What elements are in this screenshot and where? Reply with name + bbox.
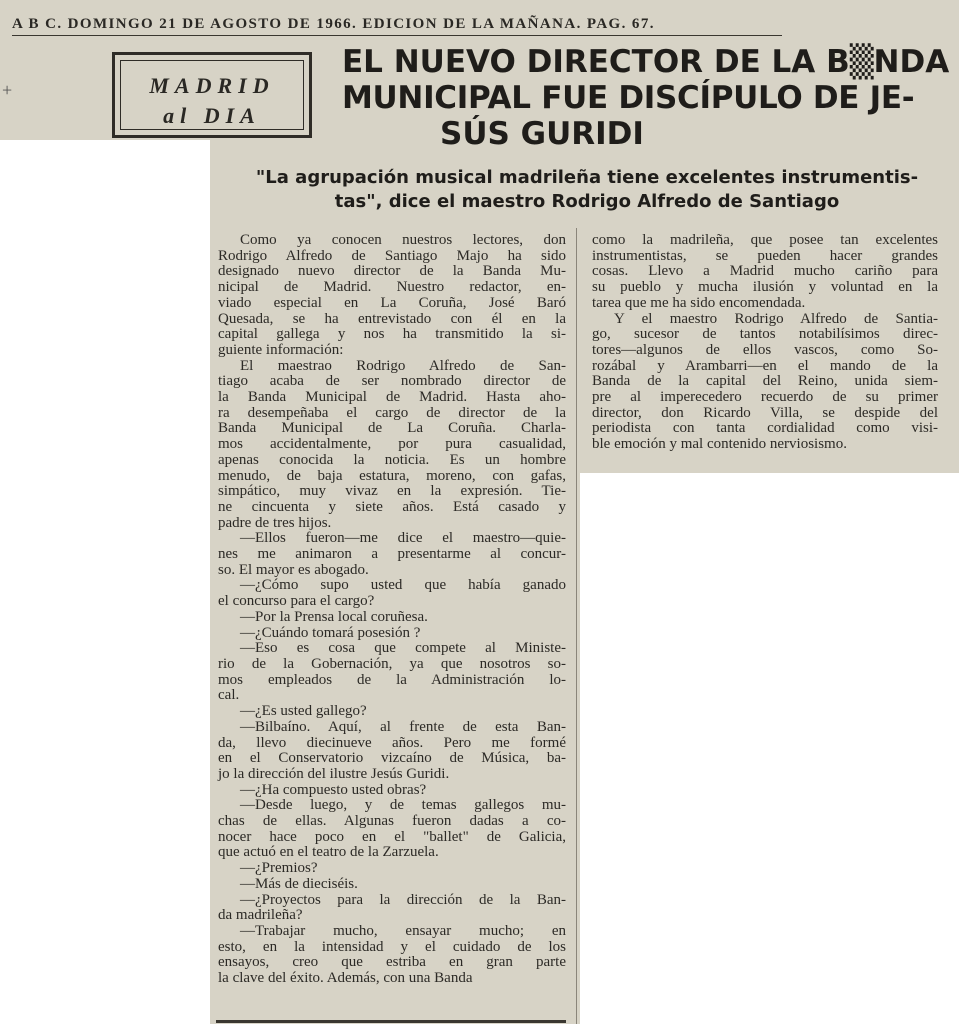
article-text-line: Quesada, se ha entrevistado con él en la bbox=[218, 310, 566, 327]
article-text-line: la Banda Municipal de Madrid. Hasta aho- bbox=[218, 389, 566, 406]
article-text-line: padre de tres hijos. bbox=[218, 514, 332, 531]
article-text-line: como la madrileña, que posee tan excelentes bbox=[592, 232, 938, 248]
article-text-line: nocer hace poco en el "ballet" de Galicia, bbox=[218, 828, 566, 845]
headline-line: SÚS GURIDI bbox=[440, 116, 644, 152]
article-column-2 bbox=[592, 233, 938, 453]
article-text-line: designado nuevo director de la Banda Mu- bbox=[218, 263, 566, 280]
article-text-line: en el Conservatorio vizcaíno de Música, ba- bbox=[218, 750, 566, 767]
subheadline bbox=[222, 166, 952, 214]
article-text-line: Como ya conocen nuestros lectores, don bbox=[240, 232, 566, 248]
article-text-line: Banda Municipal de La Coruña. Charla- bbox=[218, 420, 566, 437]
column-divider bbox=[576, 228, 577, 1024]
article-text-line: la clave del éxito. Además, con una Banda bbox=[218, 970, 473, 987]
article-text-line: —¿Cómo supo usted que había ganado bbox=[240, 577, 566, 594]
article-text-line: instrumentistas, se pueden hacer grandes bbox=[592, 247, 938, 264]
article-column-1 bbox=[218, 233, 566, 987]
article-text-line: Y el maestro Rodrigo Alfredo de Santia- bbox=[614, 310, 938, 327]
section-label-inner-frame bbox=[120, 60, 304, 130]
subheadline-line: "La agrupación musical madrileña tiene excelentes instrumentis- bbox=[255, 167, 919, 188]
article-text-line: jo la dirección del ilustre Jesús Guridi. bbox=[218, 765, 450, 782]
article-text-line: —Eso es cosa que compete al Ministe- bbox=[240, 640, 566, 657]
article-text-line: —¿Proyectos para la dirección de la Ban- bbox=[240, 891, 566, 908]
article-text-line: pre al imperecedero recuerdo de su primer bbox=[592, 389, 938, 406]
article-text-line: tiago acaba de ser nombrado director de bbox=[218, 373, 566, 390]
article-text-line: nes me animaron a presentarme al concur- bbox=[218, 546, 566, 563]
article-text-line: el concurso para el cargo? bbox=[218, 593, 375, 610]
article-text-line: rozábal y Arambarri—en el mando de la bbox=[592, 357, 938, 374]
article-text-line: tores—algunos de ellos vascos, como So- bbox=[592, 341, 938, 358]
article-text-line: da, llevo diecinueve años. Pero me formé bbox=[218, 734, 566, 751]
article-text-line: nicipal de Madrid. Nuestro redactor, en- bbox=[218, 279, 566, 296]
article-text-line: capital gallega y nos ha transmitido la si- bbox=[218, 326, 566, 343]
section-label-line-1: MADRID bbox=[149, 73, 275, 98]
article-text-line: —Desde luego, y de temas gallegos mu- bbox=[240, 797, 566, 814]
article-text-line: —¿Premios? bbox=[240, 860, 318, 877]
article-text-line: chas de ellas. Algunas fueron dadas a co- bbox=[218, 813, 566, 830]
article-text-line: su pueblo y mucha ilusión y voluntad en la bbox=[592, 279, 938, 296]
article-text-line: —¿Ha compuesto usted obras? bbox=[240, 781, 427, 798]
article-text-line: tarea que me ha sido encomendada. bbox=[592, 294, 806, 311]
article-text-line: director, don Ricardo Villa, se despide del bbox=[592, 404, 938, 421]
article-text-line: mos accidentalmente, por pura casualidad, bbox=[218, 436, 566, 453]
bottom-rule bbox=[216, 1020, 566, 1023]
article-text-line: periodista con tanta cordialidad como visi- bbox=[592, 420, 938, 437]
article-text-line: —Más de dieciséis. bbox=[240, 875, 358, 892]
article-text-line: Banda de la capital del Reino, unida siem- bbox=[592, 373, 938, 390]
article-text-line: mos empleados de la Administración lo- bbox=[218, 671, 566, 688]
article-text-line: so. El mayor es abogado. bbox=[218, 561, 369, 578]
article-text-line: ensayos, creo que estriba en gran parte bbox=[218, 954, 566, 971]
article-text-line: —Trabajar mucho, ensayar mucho; en bbox=[240, 922, 566, 939]
headline-line: MUNICIPAL FUE DISCÍPULO DE JE- bbox=[342, 80, 915, 116]
section-label-line-2: al DIA bbox=[163, 103, 261, 128]
subheadline-line: tas", dice el maestro Rodrigo Alfredo de Santiago bbox=[334, 191, 840, 212]
article-text-line: ra desempeñaba el cargo de director de la bbox=[218, 404, 566, 421]
article-text-line: rio de la Gobernación, ya que nosotros so- bbox=[218, 655, 566, 672]
margin-pencil-mark: + bbox=[2, 80, 13, 100]
article-text-line: da madrileña? bbox=[218, 907, 303, 924]
article-text-line: —Ellos fueron—me dice el maestro—quie- bbox=[240, 530, 566, 547]
article-text-line: que actuó en el teatro de la Zarzuela. bbox=[218, 844, 439, 861]
article-text-line: —¿Cuándo tomará posesión ? bbox=[240, 624, 421, 641]
article-text-line: —Bilbaíno. Aquí, al frente de esta Ban- bbox=[240, 718, 566, 735]
article-text-line: guiente información: bbox=[218, 341, 344, 358]
article-text-line: ne cincuenta y siete años. Está casado y bbox=[218, 498, 566, 515]
article-text-line: apenas conocida la noticia. Es un hombre bbox=[218, 451, 566, 468]
article-text-line: —¿Es usted gallego? bbox=[240, 703, 367, 720]
headline-line: EL NUEVO DIRECTOR DE LA B▒NDA bbox=[342, 44, 950, 80]
article-text-line: go, sucesor de tantos notabilísimos direc- bbox=[592, 326, 938, 343]
article-text-line: Rodrigo Alfredo de Santiago Majo ha sido bbox=[218, 247, 566, 264]
article-text-line: menudo, de baja estatura, moreno, con gafas, bbox=[218, 467, 566, 484]
article-text-line: viado especial en La Coruña, José Baró bbox=[218, 294, 566, 311]
article-text-line: esto, en la intensidad y el cuidado de los bbox=[218, 938, 566, 955]
headline bbox=[342, 44, 950, 152]
section-label-box bbox=[112, 52, 312, 138]
article-text-line: —Por la Prensa local coruñesa. bbox=[240, 608, 428, 625]
article-text-line: cosas. Llevo a Madrid mucho cariño para bbox=[592, 263, 938, 280]
article-text-line: simpático, muy vivaz en la expresión. Tie- bbox=[218, 483, 566, 500]
article-text-line: El maestrao Rodrigo Alfredo de San- bbox=[240, 357, 566, 374]
article-text-line: ble emoción y mal contenido nerviosismo. bbox=[592, 436, 847, 453]
masthead-line: A B C. DOMINGO 21 DE AGOSTO DE 1966. EDICION DE LA MAÑANA. PAG. 67. bbox=[12, 16, 782, 36]
article-text-line: cal. bbox=[218, 687, 240, 704]
